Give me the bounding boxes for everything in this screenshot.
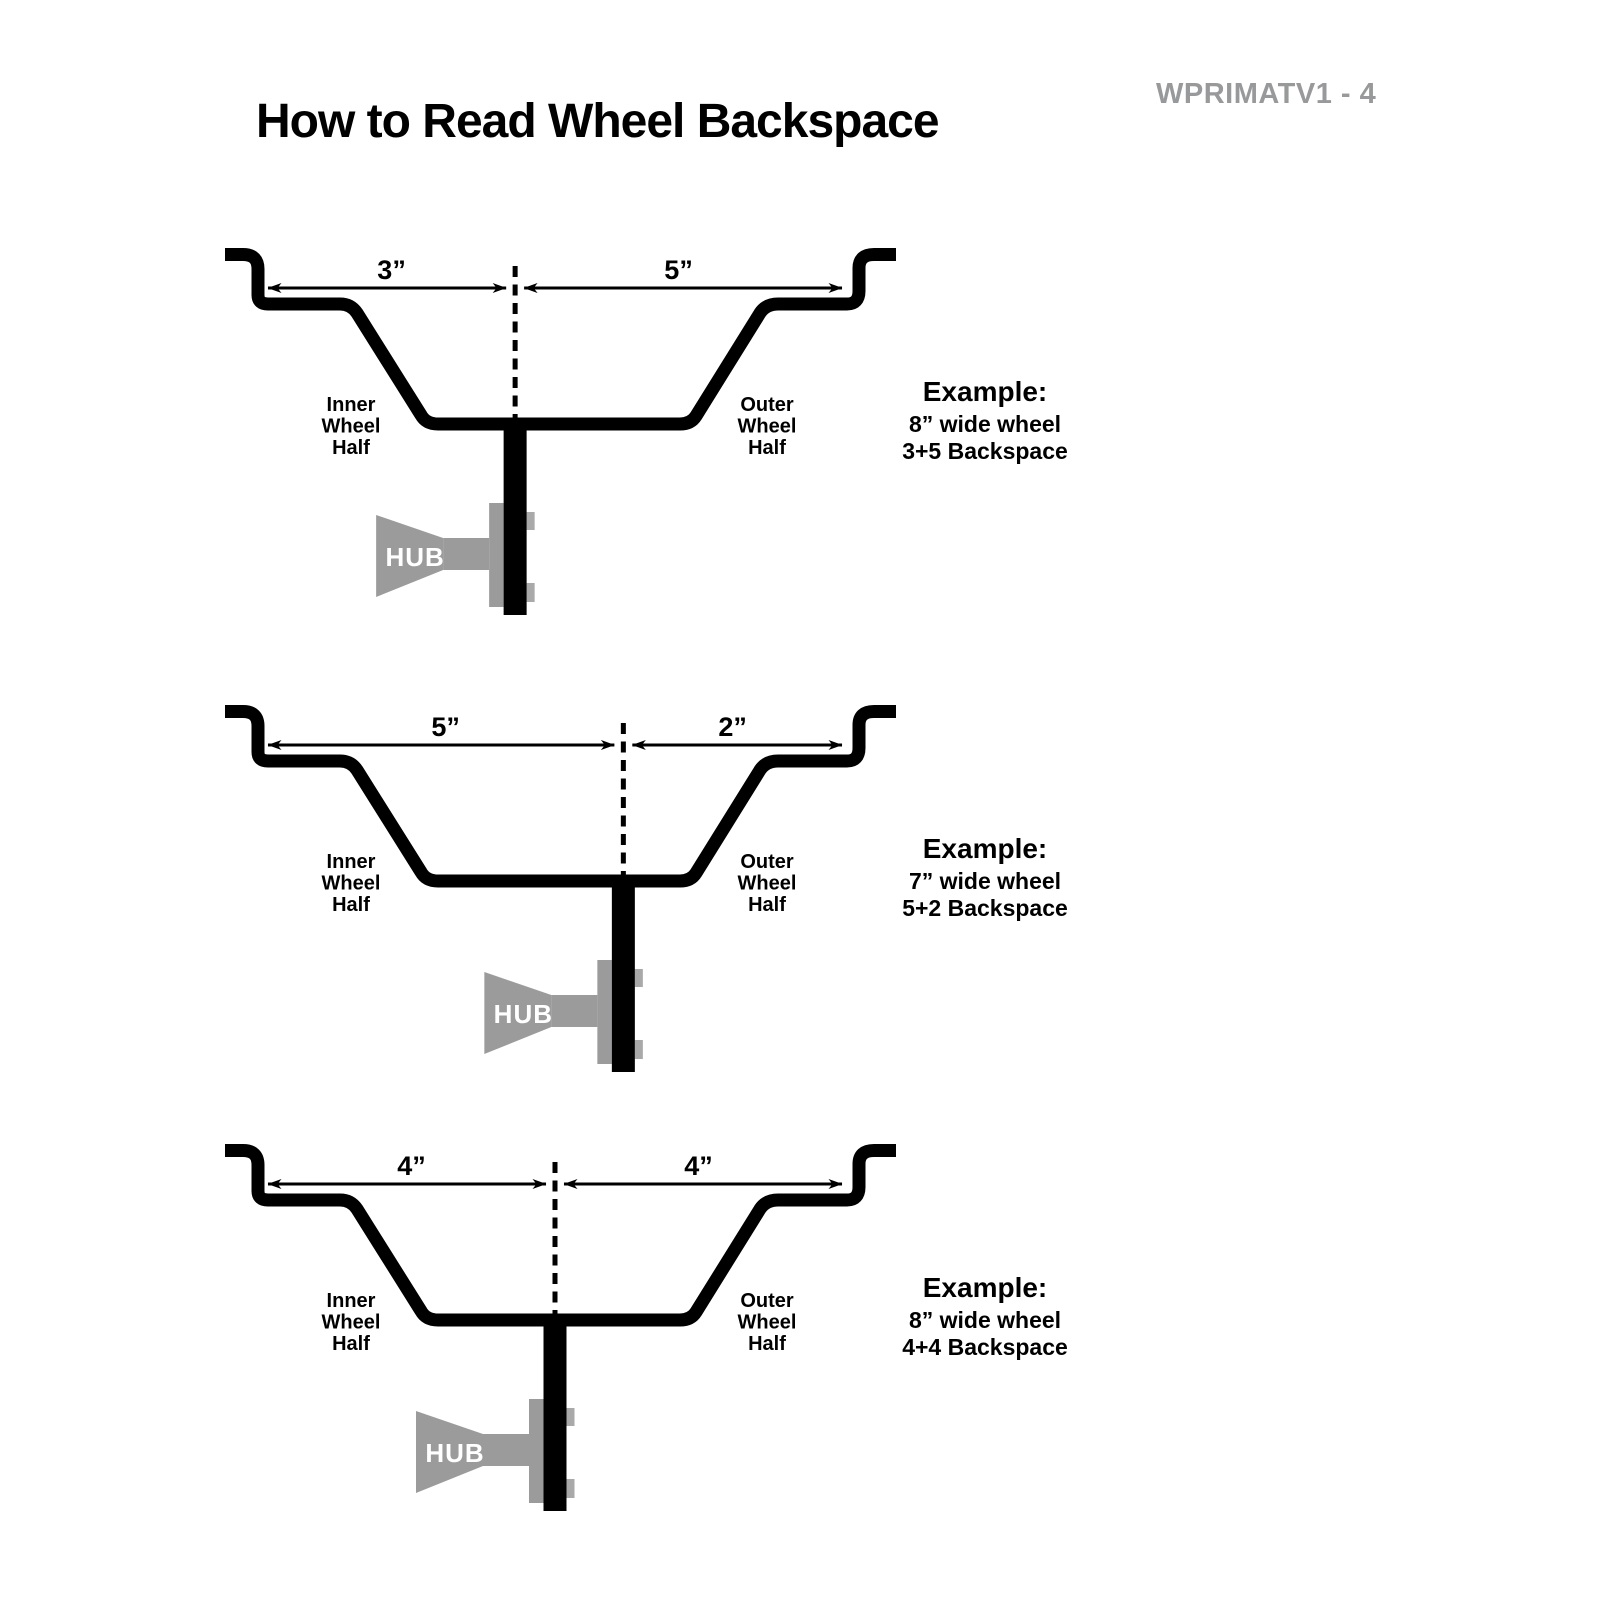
hub-label: HUB: [385, 542, 445, 572]
wheel-stud-bottom: [635, 1040, 643, 1059]
wheel-stud-top: [635, 969, 643, 987]
example-line2: 3+5 Backspace: [902, 438, 1068, 465]
mounting-plate: [544, 1316, 567, 1511]
example-heading: Example:: [922, 1272, 1048, 1303]
inner-half-label-line3: Half: [332, 894, 370, 916]
example-line1: 7” wide wheel: [908, 868, 1062, 894]
wheel-stud-top: [527, 512, 535, 530]
example-line2: 5+2 Backspace: [902, 895, 1068, 922]
wheel-stud-bottom: [527, 583, 535, 602]
example-line1: 8” wide wheel: [908, 1307, 1062, 1333]
hub-flange: [489, 503, 504, 607]
outer-dim-label: 5”: [664, 255, 693, 285]
hub-assembly: [376, 420, 535, 615]
hub-stem: [483, 1434, 529, 1466]
example-heading: Example:: [922, 376, 1048, 407]
inner-half-label-line2: Wheel: [321, 415, 381, 438]
wheel-stud-bottom: [567, 1479, 575, 1498]
outer-dim-label: 2”: [718, 712, 747, 742]
inner-half-label-line3: Half: [332, 1333, 370, 1355]
outer-half-label-line2: Wheel: [737, 1311, 797, 1334]
wheel-diagram-canvas: [200, 1134, 910, 1526]
outer-dim-label: 4”: [684, 1151, 713, 1181]
wheel-stud-top: [567, 1408, 575, 1426]
inner-half-label-line1: Inner: [326, 394, 376, 416]
mounting-plate: [504, 420, 527, 615]
inner-half-label: [322, 851, 381, 916]
hub-flange: [529, 1399, 544, 1503]
hub-stem: [443, 538, 489, 570]
example-block: [860, 833, 1110, 922]
hub-flange: [597, 960, 612, 1064]
outer-half-label-line2: Wheel: [737, 415, 797, 438]
hub-assembly: [416, 1316, 575, 1511]
wheel-diagram-canvas: [200, 238, 910, 630]
outer-half-label: [738, 1290, 797, 1355]
outer-half-label-line2: Wheel: [737, 872, 797, 895]
inner-half-label-line1: Inner: [326, 1290, 376, 1312]
example-line2: 4+4 Backspace: [902, 1334, 1068, 1361]
outer-half-label: [738, 394, 797, 459]
outer-half-label: [738, 851, 797, 916]
outer-half-label-line1: Outer: [740, 1290, 794, 1312]
inner-dim-label: 5”: [431, 712, 460, 742]
hub-stem: [551, 995, 597, 1027]
wheel-diagram-5-2: [200, 695, 1110, 1087]
example-block: [860, 1272, 1110, 1361]
inner-dim-label: 3”: [377, 255, 406, 285]
hub-assembly: [484, 877, 643, 1072]
hub-label: HUB: [425, 1438, 485, 1468]
outer-half-label-line3: Half: [748, 894, 786, 916]
outer-half-label-line3: Half: [748, 1333, 786, 1355]
wheel-diagram-canvas: [200, 695, 910, 1087]
page-title: How to Read Wheel Backspace: [256, 95, 939, 148]
example-line1: 8” wide wheel: [908, 411, 1062, 437]
wheel-diagram-3-5: [200, 238, 1110, 630]
outer-half-label-line1: Outer: [740, 394, 794, 416]
inner-half-label: [322, 394, 381, 459]
example-block: [860, 376, 1110, 465]
inner-half-label-line2: Wheel: [321, 1311, 381, 1334]
inner-half-label: [322, 1290, 381, 1355]
inner-half-label-line1: Inner: [326, 851, 376, 873]
outer-half-label-line3: Half: [748, 437, 786, 459]
mounting-plate: [612, 877, 635, 1072]
inner-half-label-line2: Wheel: [321, 872, 381, 895]
outer-half-label-line1: Outer: [740, 851, 794, 873]
inner-half-label-line3: Half: [332, 437, 370, 459]
example-heading: Example:: [922, 833, 1048, 864]
inner-dim-label: 4”: [397, 1151, 426, 1181]
doc-code: WPRIMATV1 - 4: [1156, 78, 1377, 110]
wheel-diagram-4-4: [200, 1134, 1110, 1526]
hub-label: HUB: [493, 999, 554, 1029]
